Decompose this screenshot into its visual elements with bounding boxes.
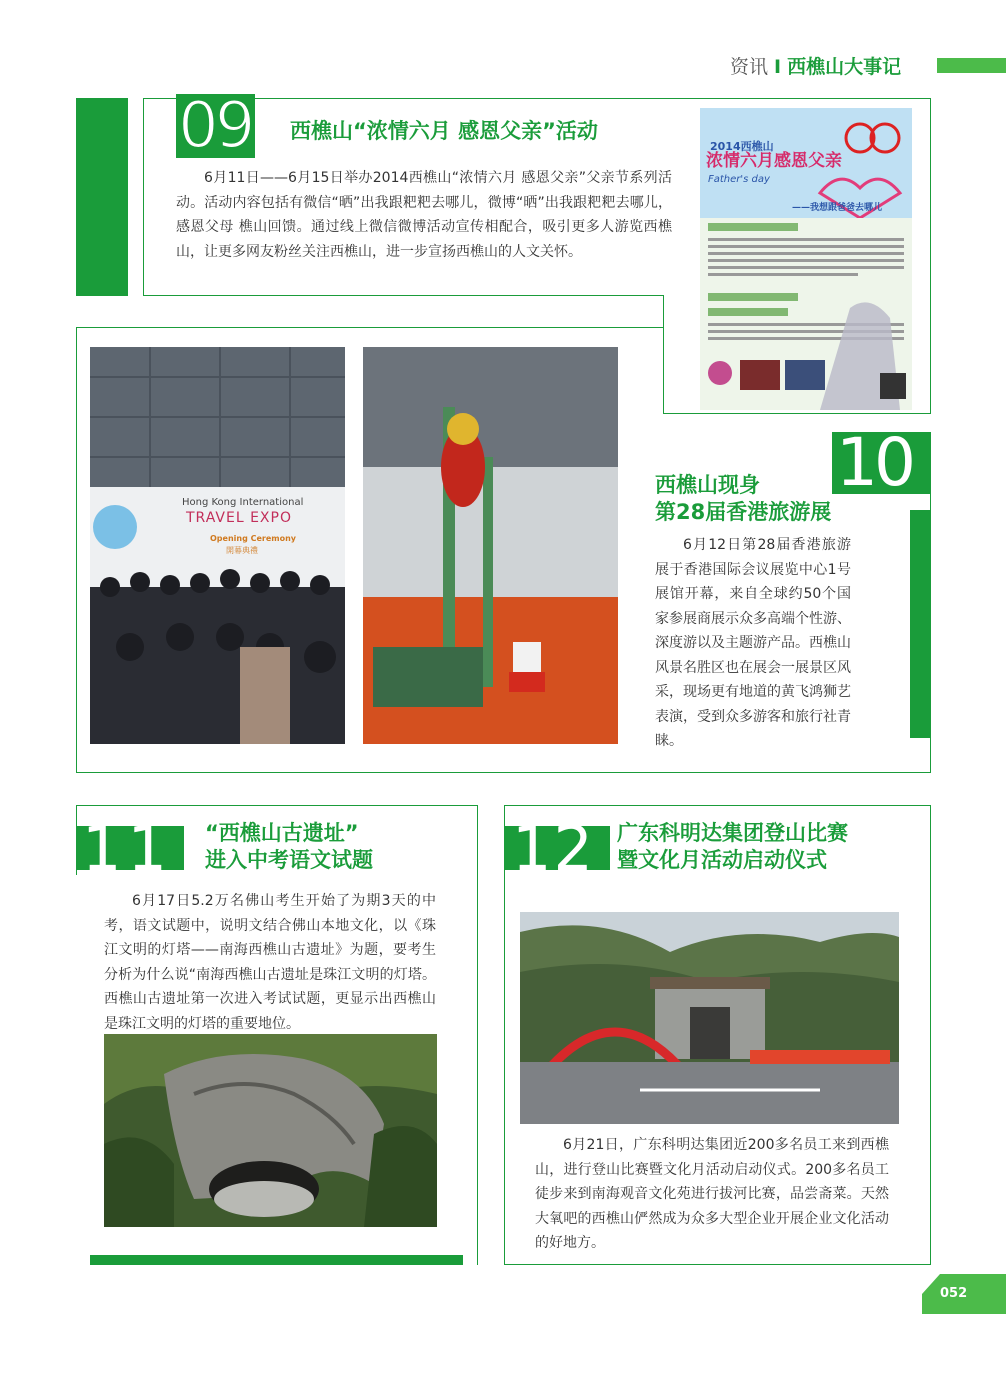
item10-title-line1: 西樵山现身 xyxy=(655,473,760,497)
expo-ceremony-photo xyxy=(90,347,345,744)
item12-body: 6月21日，广东科明达集团近200多名员工来到西樵山，进行登山比赛暨文化月活动启动仪式。200多名员工徒步来到南海观音文化苑进行拔河比赛，品尝斋菜。天然大氧吧的西樵山俨然成为众多大型企业开展企业文化活动的好地方。 xyxy=(535,1137,889,1251)
item12-frame-left xyxy=(504,805,505,1265)
poster-english-title: Father's day xyxy=(708,174,770,185)
item10-side-bar xyxy=(910,510,930,738)
item09-frame-step xyxy=(663,295,664,414)
expo-ceremony-label: Opening Ceremony xyxy=(210,534,297,543)
item11-bottom-bar xyxy=(90,1255,463,1265)
item09-number: 09 xyxy=(176,94,255,158)
poster-subtitle: ——我想跟爸爸去哪儿 xyxy=(792,203,883,213)
item09-frame-right xyxy=(930,98,931,414)
item12-frame-right xyxy=(930,805,931,1265)
item09-title: 西樵山“浓情六月 感恩父亲”活动 xyxy=(290,119,598,143)
item12-number: 12 xyxy=(512,812,595,885)
item11-frame-right xyxy=(477,805,478,1265)
item10-frame-top xyxy=(76,327,663,328)
header-bar xyxy=(937,58,1006,73)
item09-frame-step-bottom xyxy=(663,413,931,414)
company-event-photo xyxy=(520,912,899,1124)
lion-dance-photo xyxy=(363,347,618,744)
ancient-site-photo xyxy=(104,1034,437,1227)
item11-body: 6月17日5.2万名佛山考生开始了为期3天的中考，语文试题中，说明文结合佛山本地文化，以《珠江文明的灯塔——南海西樵山古遗址》为题，要考生分析为什么说“南海西樵山古遗址是珠江文明的灯塔。 西樵山古遗址第一次进入考试试题，更显示出西樵山是珠江文明的灯塔的重要地位。 xyxy=(104,893,436,1032)
item10-title-line2: 第28届香港旅游展 xyxy=(655,500,832,524)
header-divider: I xyxy=(774,56,782,78)
poster-year-title: 2014西樵山 xyxy=(710,140,774,153)
fathers-day-poster xyxy=(700,108,912,410)
expo-ceremony-label-cn: 開幕典禮 xyxy=(226,546,258,555)
page-number: 052 xyxy=(940,1286,968,1301)
item10-frame-left xyxy=(76,327,77,773)
item09-body: 6月11日——6月15日举办2014西樵山“浓情六月 感恩父亲”父亲节系列活动。活动内容包括有微信“晒”出我跟粑粑去哪儿，微博“晒”出我跟粑粑去哪儿，感恩父母 樵山回馈。通过线上微信微博活动宣传相配合，吸引更多人游览西樵山，让更多网友粉丝关注西樵山，进一步宣扬西樵山的人文关怀。 xyxy=(176,170,672,260)
expo-banner-line2: TRAVEL EXPO xyxy=(186,510,292,526)
section-header xyxy=(730,52,901,79)
item11-number: 11 xyxy=(82,812,173,885)
item12-frame-top xyxy=(504,805,931,806)
section-title: 西樵山大事记 xyxy=(787,56,902,78)
item10-body: 6月12日第28届香港旅游展于香港国际会议展览中心1号展馆开幕，来自全球约50个国家参展商展示众多高端个性游、深度游以及主题游产品。西樵山风景名胜区也在展会一展景区风采，现场更有地道的黄飞鸿狮艺表演，受到众多游客和旅行社青睐。 xyxy=(655,537,851,749)
item09-frame-bottom xyxy=(143,295,663,296)
expo-banner-line1: Hong Kong International xyxy=(182,497,304,508)
item12-title-line1: 广东科明达集团登山比赛 xyxy=(617,821,848,845)
item11-frame-top xyxy=(76,805,478,806)
section-label: 资讯 xyxy=(730,56,769,78)
item10-frame-bottom xyxy=(76,772,931,773)
item12-title-line2: 暨文化月活动启动仪式 xyxy=(617,848,827,872)
item11-title-line2: 进入中考语文试题 xyxy=(205,848,373,872)
item09-side-bar xyxy=(76,98,128,296)
item12-frame-bottom xyxy=(504,1264,931,1265)
item11-title-line1: “西樵山古遗址” xyxy=(205,821,359,845)
item10-number: 10 xyxy=(836,424,912,501)
poster-main-title: 浓情六月感恩父亲 xyxy=(706,151,842,171)
